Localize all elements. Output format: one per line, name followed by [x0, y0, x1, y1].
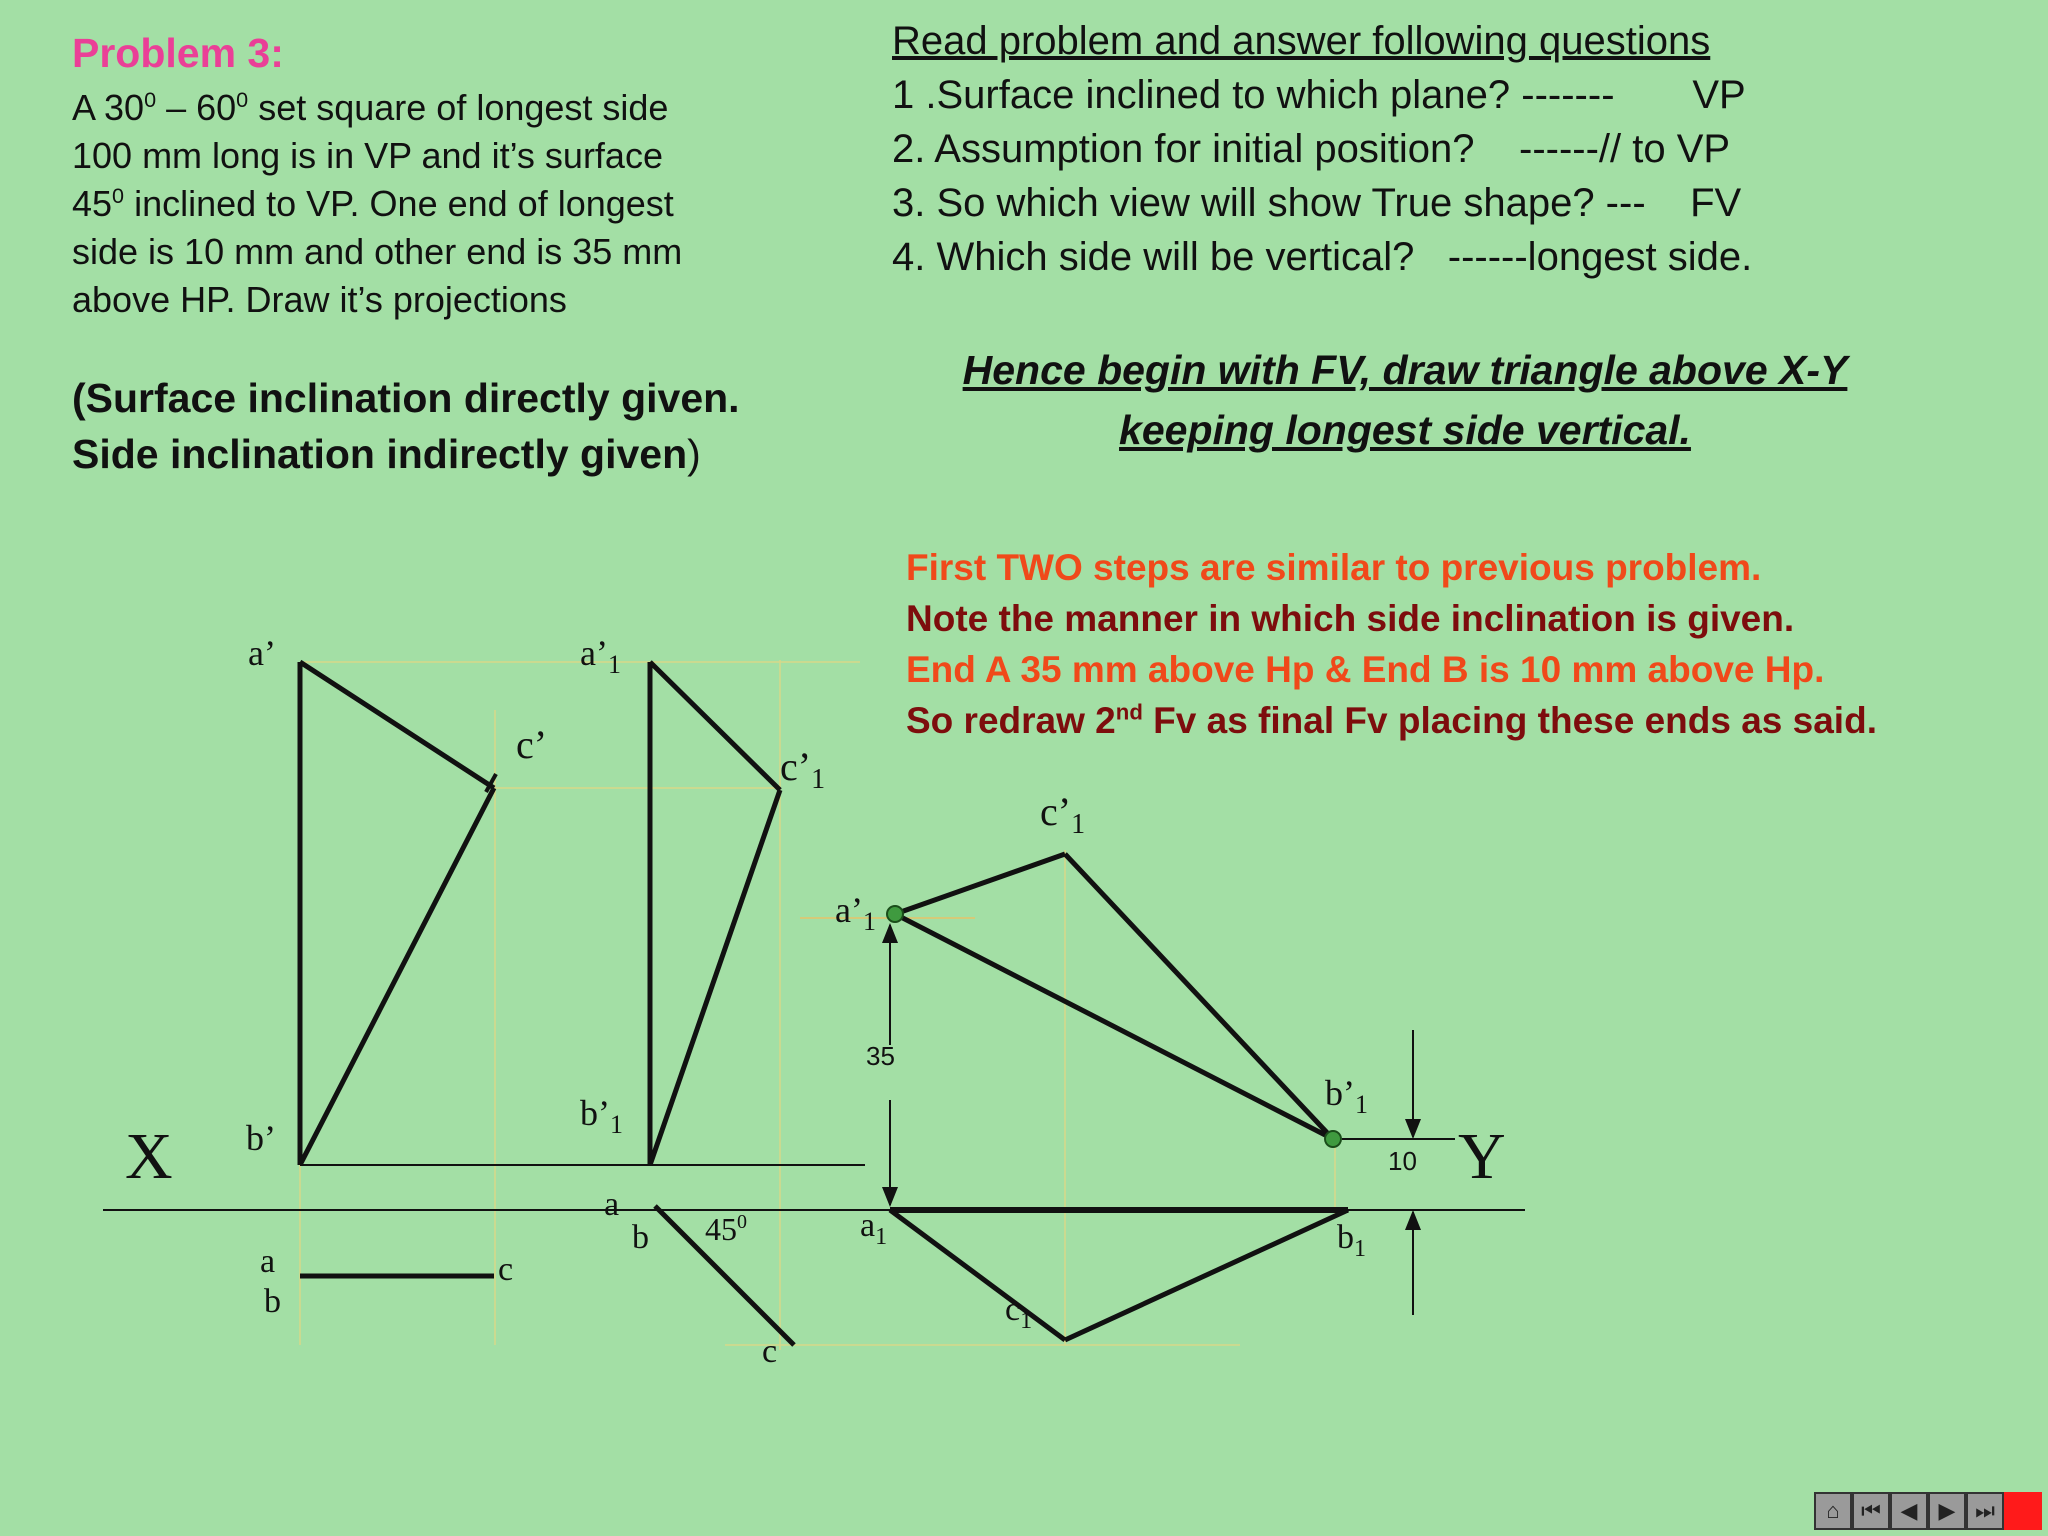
problem-line-3: $45^0$ inclined to VP. One end of longest [72, 183, 674, 224]
label-a-45: a [604, 1186, 620, 1223]
step-4: So redraw 2nd Fv as final Fv placing these ends as said. [906, 699, 1877, 741]
previous-slide-icon[interactable]: ◀ [1890, 1492, 1928, 1530]
problem-line-1: A $30^0 - 60^0$ set square of longest side [72, 87, 669, 128]
label-a1-tv: $a_1$ [860, 1207, 888, 1250]
note-line-1: (Surface inclination directly given. [72, 375, 740, 421]
problem-line-5: above HP. Draw it’s projections [72, 279, 567, 320]
label-c-prime: c’ [516, 722, 548, 767]
questions-heading: Read problem and answer following questions [892, 19, 1711, 63]
fv-triangle-inclined [650, 662, 780, 1165]
problem-line-2: 100 mm long is in VP and it’s surface [72, 135, 663, 176]
label-b1-tv: $b_1$ [1337, 1219, 1366, 1262]
label-b1-prime: $b’_1$ [580, 1093, 623, 1139]
label-c1-tv: $c_1$ [1005, 1291, 1033, 1334]
dimension-35: 35 [866, 1041, 895, 1071]
label-b-45: b [632, 1219, 649, 1256]
label-a-prime: a’ [248, 633, 276, 673]
question-4: 4. Which side will be vertical? ------longest side. [892, 235, 1753, 279]
label-c-45: c [762, 1333, 778, 1370]
step-2: Note the manner in which side inclination is given. [906, 598, 1795, 639]
step-1: First TWO steps are similar to previous problem. [906, 547, 1762, 588]
note-line-2: Side inclination indirectly given) [72, 431, 701, 477]
problem-title: Problem 3: [72, 30, 284, 76]
question-3: 3. So which view will show True shape? --- FV [892, 181, 1742, 225]
label-c-tv: c [498, 1251, 514, 1288]
label-final-b1-prime: $b’_1$ [1325, 1073, 1368, 1119]
fv-triangle-initial [300, 662, 496, 1165]
label-angle: $45^0$ [705, 1211, 747, 1247]
label-final-a1-prime: $a’_1$ [835, 890, 876, 936]
question-2: 2. Assumption for initial position? ------// to VP [892, 127, 1731, 171]
label-final-c1-prime: $c’_1$ [1040, 789, 1086, 840]
slide-navigation [1814, 1492, 2042, 1530]
next-slide-icon[interactable]: ▶ [1928, 1492, 1966, 1530]
dimension-lines [890, 925, 1455, 1315]
stop-icon[interactable] [2004, 1492, 2042, 1530]
hence-line-1: Hence begin with FV, draw triangle above X-Y [962, 347, 1848, 393]
problem-line-4: side is 10 mm and other end is 35 mm [72, 231, 683, 272]
label-a-tv: a [260, 1243, 276, 1280]
fv-triangle-final [895, 854, 1333, 1139]
tv-triangle-final [890, 1210, 1348, 1340]
label-a1-prime: $a’_1$ [580, 633, 621, 679]
label-b-prime: b’ [246, 1118, 276, 1158]
first-slide-icon[interactable]: ⏮ [1852, 1492, 1890, 1530]
x-label: X [125, 1120, 173, 1193]
hence-line-2: keeping longest side vertical. [1119, 407, 1691, 453]
y-label: Y [1458, 1120, 1506, 1193]
dimension-10: 10 [1388, 1146, 1417, 1176]
point-b1-prime [1325, 1131, 1341, 1147]
label-b-tv: b [264, 1283, 281, 1320]
last-slide-icon[interactable]: ⏭ [1966, 1492, 2004, 1530]
label-c1-prime: $c’_1$ [780, 744, 826, 795]
home-icon[interactable]: ⌂ [1814, 1492, 1852, 1530]
step-3: End A 35 mm above Hp & End B is 10 mm above Hp. [906, 649, 1825, 690]
question-1: 1 .Surface inclined to which plane? ------- VP [892, 73, 1746, 117]
point-a1-prime [887, 906, 903, 922]
